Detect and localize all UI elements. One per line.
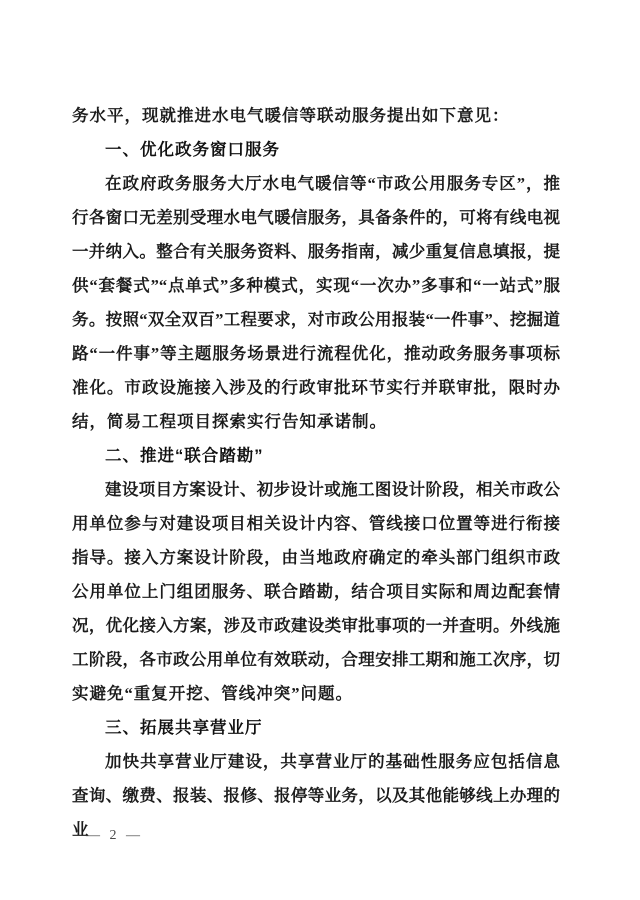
text-line: 路“一件事”等主题服务场景进行流程优化，推动政务服务事项标 [72, 344, 560, 363]
section-heading-3: 三、拓展共享营业厅 [105, 719, 263, 737]
page-number: — 2 — [86, 828, 143, 843]
text-line: 加快共享营业厅建设，共享营业厅的基础性服务应包括信息 [105, 752, 560, 771]
section-heading-2: 二、推进“联合踏勘” [105, 447, 264, 465]
text-line: 况，优化接入方案，涉及市政建设类审批事项的一并查明。外线施 [72, 616, 560, 635]
text-line: 工阶段，各市政公用单位有效联动，合理安排工期和施工次序，切 [72, 650, 560, 669]
text-line: 结，简易工程项目探索实行告知承诺制。 [72, 412, 387, 431]
section-heading-1: 一、优化政务窗口服务 [105, 141, 280, 159]
text-line: 务。按照“双全双百”工程要求，对市政公用报装“一件事”、挖掘道 [72, 310, 560, 329]
text-line: 务水平，现就推进水电气暖信等联动服务提出如下意见： [72, 106, 510, 125]
document-text-block [72, 99, 560, 839]
text-line: 供“套餐式”“点单式”多种模式，实现“一次办”多事和“一站式”服 [72, 276, 560, 295]
text-line: 一并纳入。整合有关服务资料、服务指南，减少重复信息填报，提 [72, 242, 560, 261]
text-line: 在政府政务服务大厅水电气暖信等“市政公用服务专区”，推 [105, 174, 560, 193]
text-line: 查询、缴费、报装、报修、报停等业务，以及其他能够线上办理的业 [72, 786, 560, 839]
text-line: 用单位参与对建设项目相关设计内容、管线接口位置等进行衔接 [72, 514, 560, 533]
text-line: 准化。市政设施接入涉及的行政审批环节实行并联审批，限时办 [72, 378, 560, 397]
text-line: 建设项目方案设计、初步设计或施工图设计阶段，相关市政公 [105, 480, 560, 499]
text-line: 指导。接入方案设计阶段，由当地政府确定的牵头部门组织市政 [72, 548, 560, 567]
text-line: 公用单位上门组团服务、联合踏勘，结合项目实际和周边配套情 [72, 582, 560, 601]
text-line: 实避免“重复开挖、管线冲突”问题。 [72, 684, 353, 703]
text-line: 行各窗口无差别受理水电气暖信服务，具备条件的，可将有线电视 [72, 208, 560, 227]
